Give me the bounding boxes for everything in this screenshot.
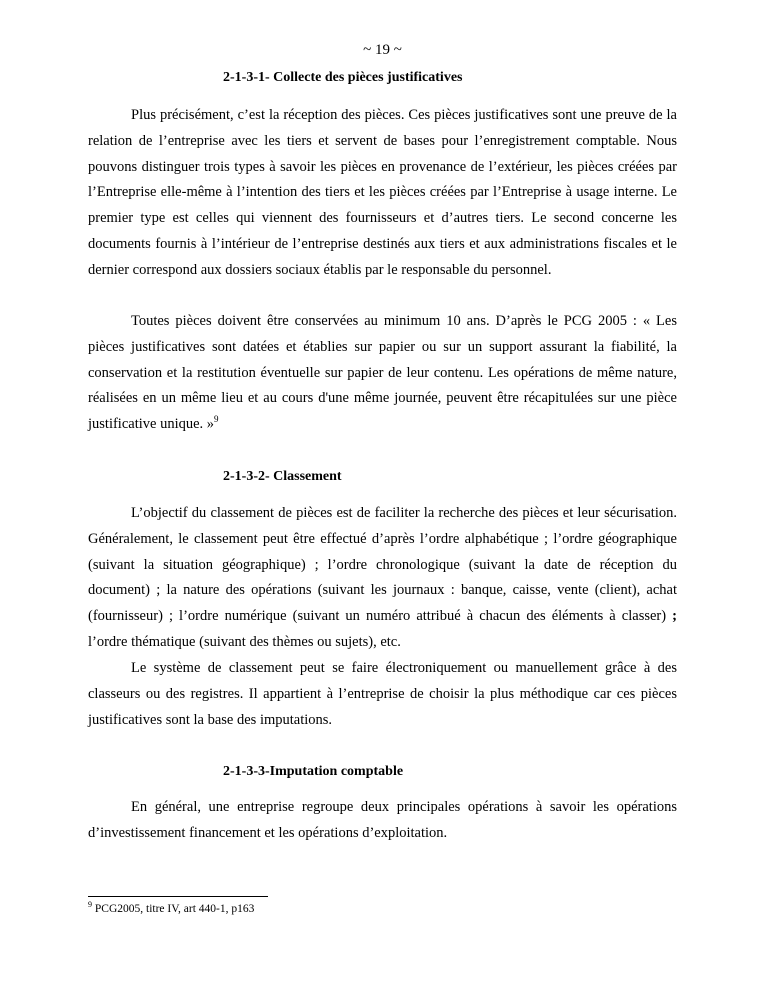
section-heading-collecte: 2-1-3-1- Collecte des pièces justificatives <box>223 70 463 85</box>
paragraph-collecte-2-text: Toutes pièces doivent être conservées au minimum 10 ans. D’après le PCG 2005 : « Les pièces justificatives sont datées et établies sur papier ou sur un support assurant la fiabilité, la conservation et la restitution éventuelle sur papier de leur contenu. Les opérations de même nature, réalisées en un même lieu et au cours d'une même journée, peuvent être récapitulées sur une pièce justificative unique. » <box>88 313 677 433</box>
footnote-number: 9 <box>88 900 92 910</box>
section-heading-imputation: 2-1-3-3-Imputation comptable <box>223 764 404 779</box>
footnote <box>88 900 255 915</box>
paragraph-classement-1 <box>88 501 677 656</box>
footnote-separator <box>88 896 268 897</box>
footnote-text: PCG2005, titre IV, art 440-1, p163 <box>92 903 255 915</box>
paragraph-imputation-1: En général, une entreprise regroupe deux principales opérations à savoir les opérations d’investissement financement et les opérations d’exploitation. <box>88 799 677 841</box>
section-heading-classement: 2-1-3-2- Classement <box>223 469 342 484</box>
paragraph-collecte-1: Plus précisément, c’est la réception des pièces. Ces pièces justificatives sont une preuve de la relation de l’entreprise avec les tiers et servent de bases pour l’enregistrement comptable. Nous pouvons distinguer trois types à savoir les pièces en provenance de l’extérieur, les pièces créées par l’Entreprise elle-même à l’intention des tiers et les pièces créées par l’Entreprise à usage interne. Le premier type est celles qui viennent des fournisseurs et d’autres tiers. Le second concerne les documents fournis à l’intérieur de l’entreprise destinés aux tiers et aux administrations fiscales et le dernier correspond aux dossiers sociaux établis par le responsable du personnel. <box>88 107 677 278</box>
paragraph-collecte-2 <box>88 309 677 438</box>
paragraph-classement-1-bold: ; <box>666 608 677 625</box>
footnote-ref: 9 <box>214 414 219 425</box>
paragraph-classement-1b: l’ordre thématique (suivant des thèmes ou sujets), etc. <box>88 633 401 650</box>
paragraph-classement-1a: L’objectif du classement de pièces est de faciliter la recherche des pièces et leur sécurisation. Généralement, le classement peut être effectué d’après l’ordre alphabétique ; l’ordre géographique (suivant la situation géographique) ; l’ordre chronologique (suivant la date de réception du document) ; la nature des opérations (suivant les journaux : banque, caisse, vente (client), achat (fournisseur) ; l’ordre numérique (suivant un numéro attribué à chacun des éléments à classer) <box>88 505 677 625</box>
paragraph-classement-2: Le système de classement peut se faire électroniquement ou manuellement grâce à des classeurs ou des registres. Il appartient à l’entreprise de choisir la plus méthodique car ces pièces justificatives sont la base des imputations. <box>88 660 677 728</box>
page-number: ~ 19 ~ <box>363 42 402 58</box>
